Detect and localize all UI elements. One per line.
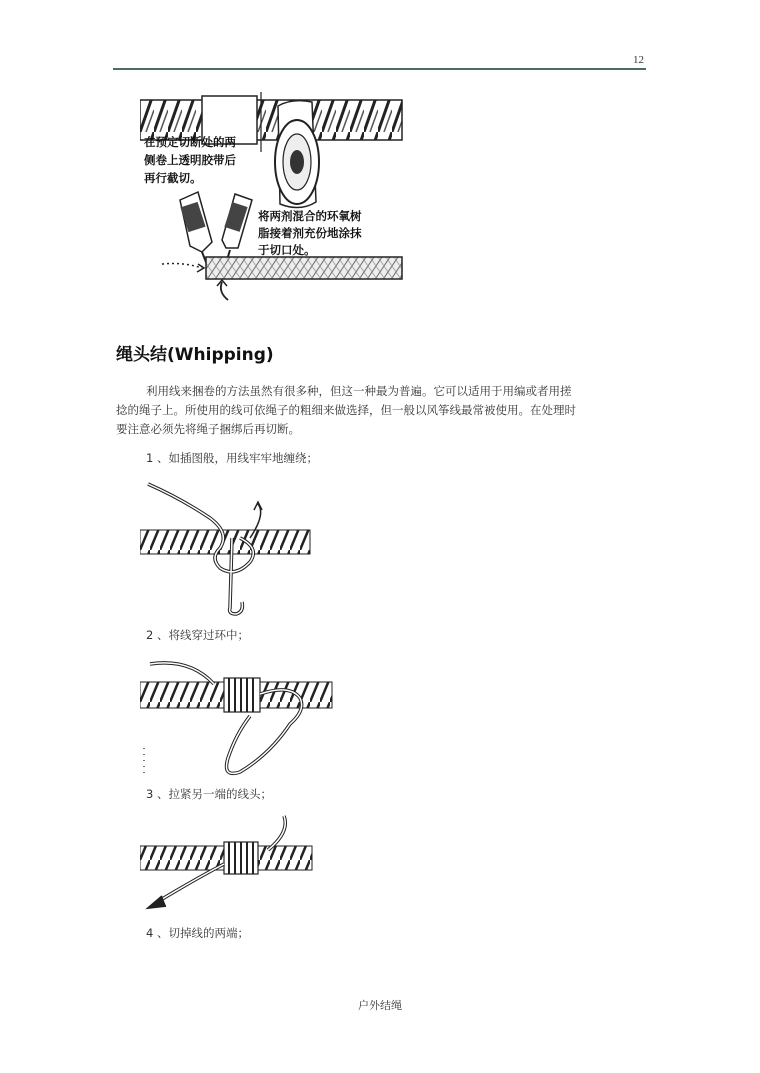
whipping-step-1-illustration (140, 478, 315, 618)
step-1-text: 1 、如插图般，用线牢牢地缠绕； (146, 451, 318, 465)
callout-1-line-2: 侧卷上透明胶带后 (144, 153, 236, 167)
section-title: 绳头结(Whipping) (116, 345, 274, 365)
arrow-dotted-shape (162, 264, 202, 269)
whipping-step-3-illustration (140, 812, 315, 917)
callout-1-line-3: 再行截切。 (144, 171, 202, 185)
step-2-text: 2 、将线穿过环中； (146, 628, 249, 642)
callout-2-line-3: 于切口处。 (258, 243, 316, 257)
svg-text:将两剂混合的环氧树 (258, 209, 362, 223)
tape-roll-shape (275, 101, 319, 208)
step-3-text: 3 、拉紧另一端的线头； (146, 787, 272, 801)
callout-2-line-1: 将两剂混合的环氧树 (258, 209, 362, 223)
svg-text:侧卷上透明胶带后 (143, 153, 236, 167)
paragraph-line: 捻的绳子上。所使用的线可依绳子的粗细来做选择，但一般以风筝线最常被使用。在处理时 (116, 403, 576, 417)
wrap-coils-shape (224, 678, 260, 712)
step-4-text: 4 、切掉线的两端； (146, 926, 249, 940)
intro-paragraph (116, 382, 646, 439)
svg-text:脂接着剂充份地涂抹 (258, 226, 362, 240)
wrap-coils-shape (224, 842, 258, 874)
svg-text:在预定切断处的两 (144, 135, 236, 149)
rope-cutting-illustration (140, 92, 405, 307)
svg-text:再行截切。 (144, 171, 202, 185)
arrow-curved-shape (221, 282, 228, 300)
paragraph-line: 要注意必须先将绳子捆绑后再切断。 (116, 422, 300, 436)
page-number: 12 (633, 54, 644, 66)
whipping-step-2-illustration (140, 654, 335, 779)
svg-text:于切口处。 (258, 243, 316, 257)
page-footer: 户外结绳 (358, 999, 402, 1012)
header-rule (113, 68, 646, 70)
callout-1-line-1: 在预定切断处的两 (144, 135, 236, 149)
paragraph-line: 利用线来捆卷的方法虽然有很多种，但这一种最为普遍。它可以适用于用编或者用搓 (146, 384, 572, 398)
callout-2-line-2: 脂接着剂充份地涂抹 (258, 226, 362, 240)
rope-shape (140, 100, 402, 140)
cut-rope-end-shape (206, 257, 402, 279)
rope-shape (140, 530, 310, 554)
